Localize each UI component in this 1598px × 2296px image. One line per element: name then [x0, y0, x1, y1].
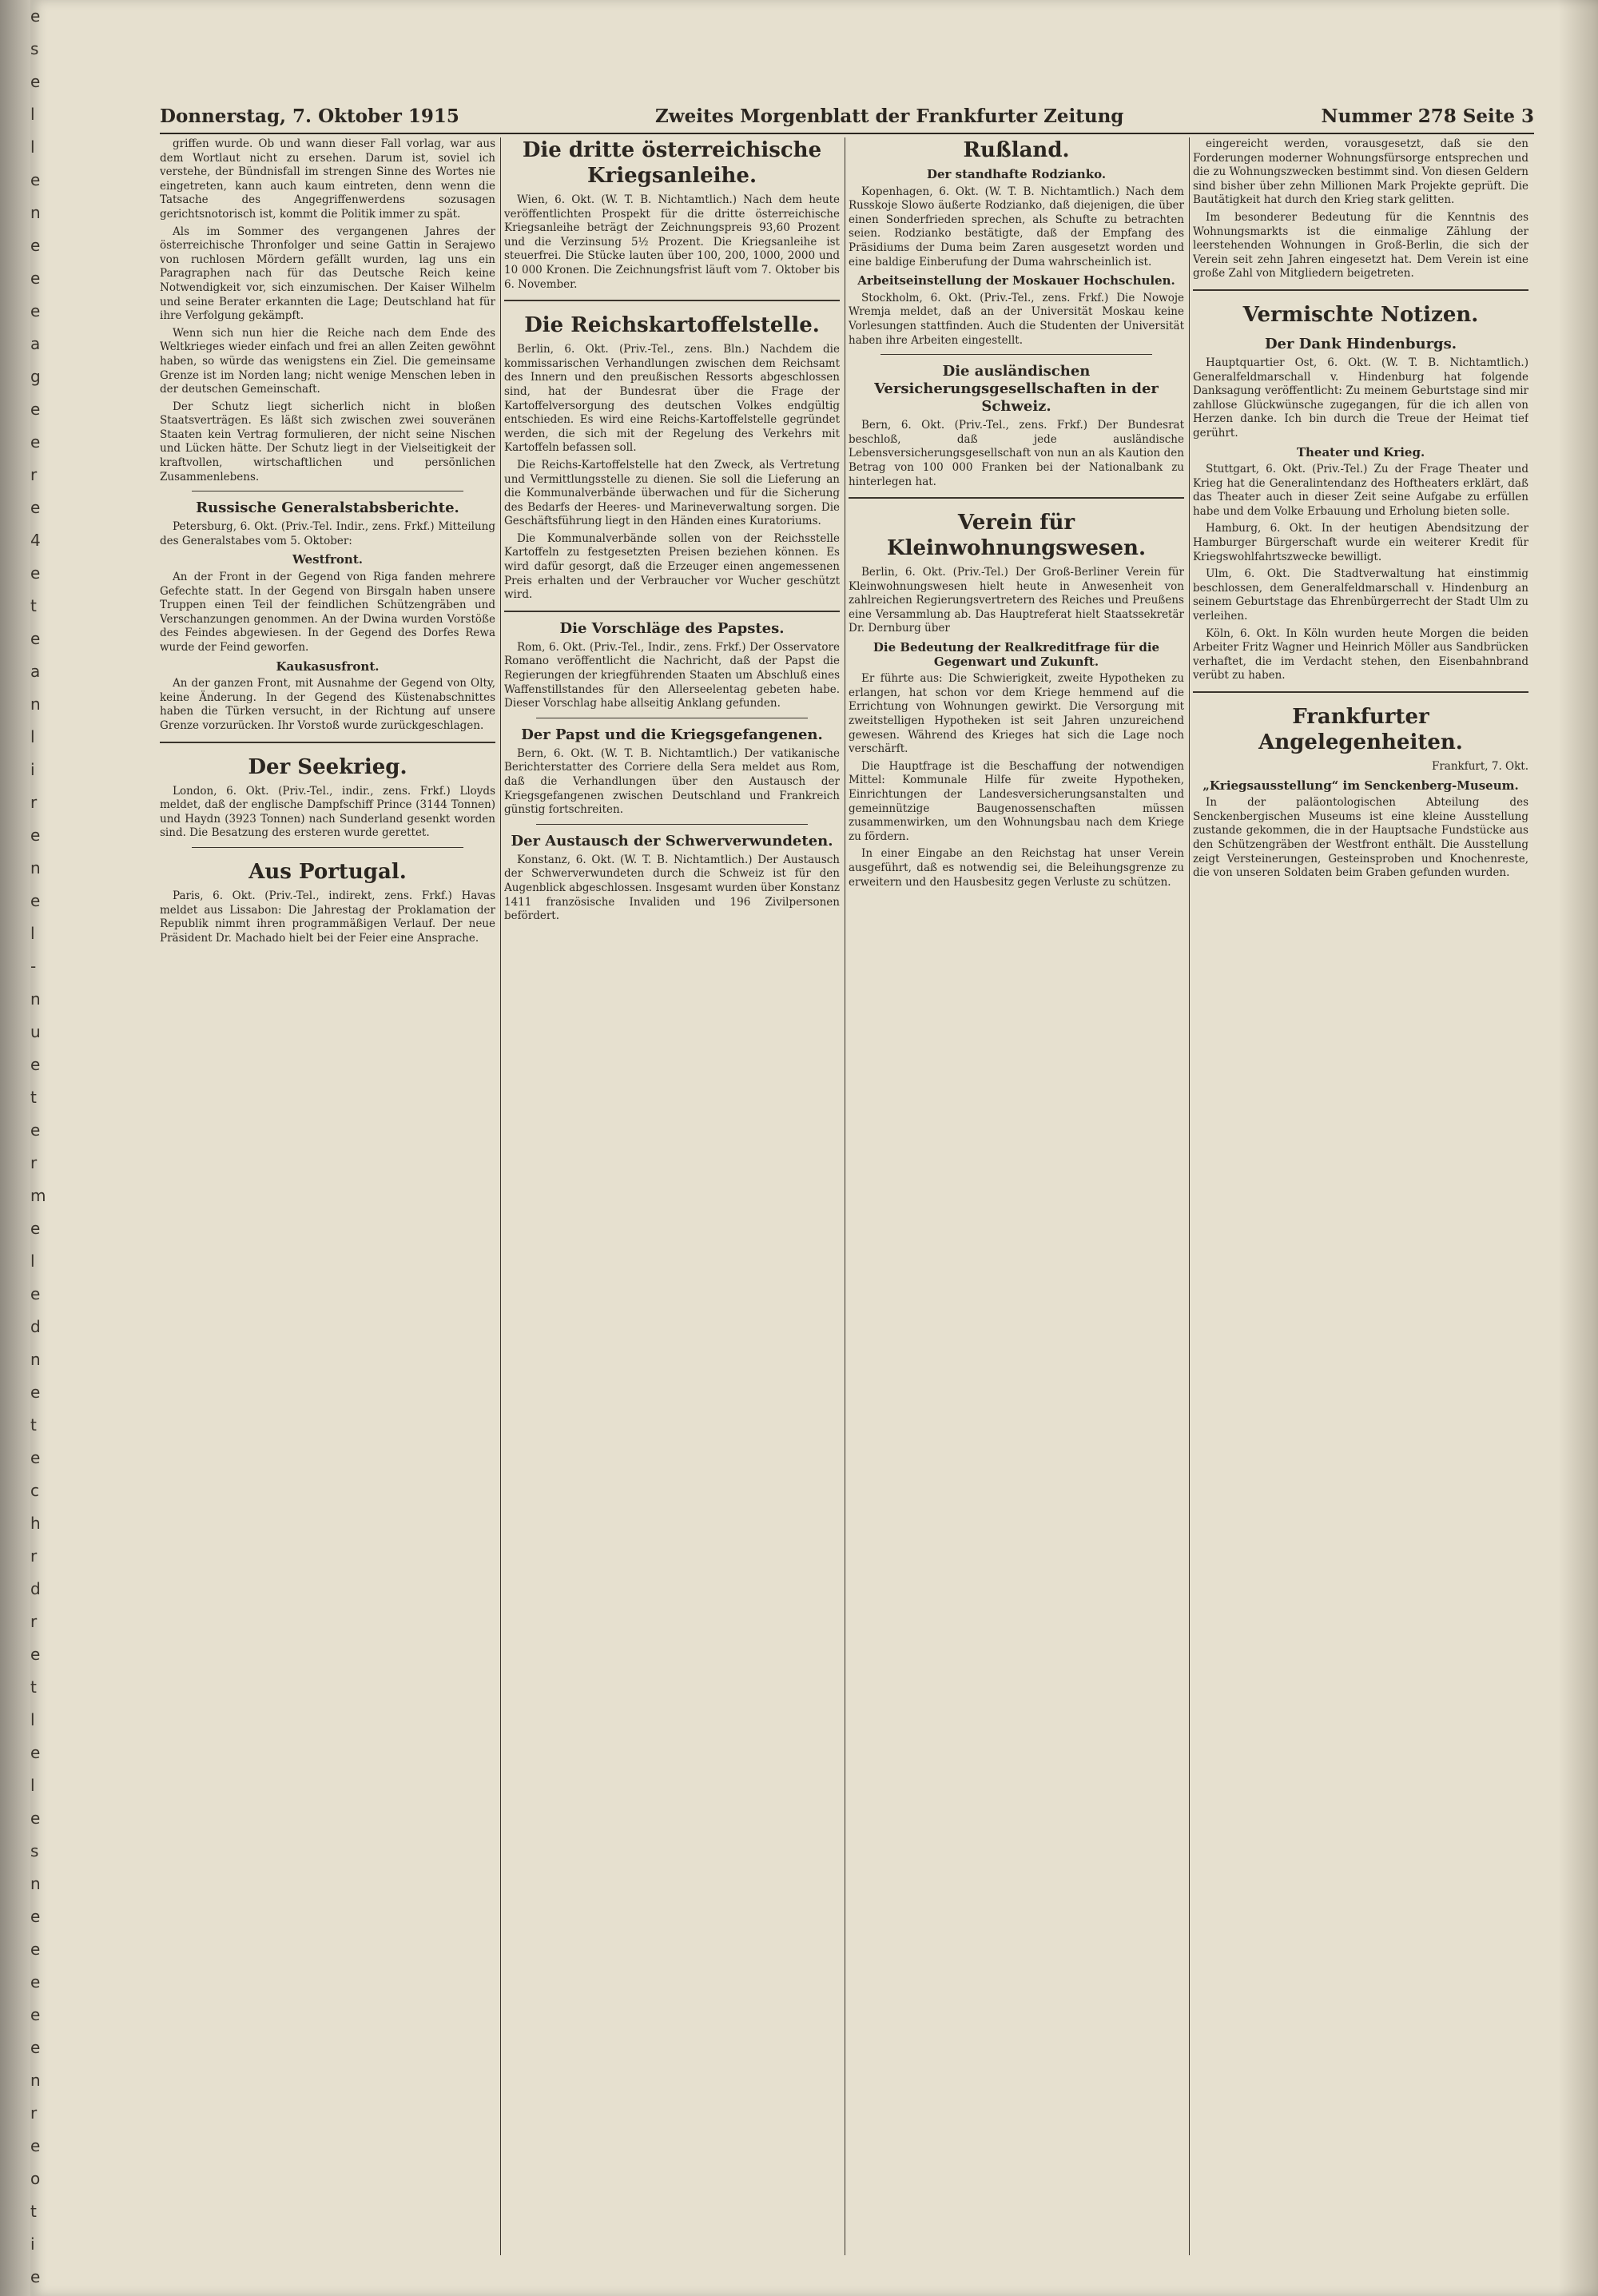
- edge-letter: r: [30, 465, 38, 484]
- edge-letter: e: [30, 1972, 41, 1992]
- edge-letter: e: [30, 1120, 41, 1140]
- subheading-senckenberg: „Kriegsausstellung“ im Senckenberg-Museum.: [1202, 778, 1519, 793]
- edge-letter: r: [30, 1546, 38, 1566]
- headline-frankfurter-angelegenheiten: Frankfurter Angelegenheiten.: [1258, 705, 1463, 754]
- header-date: Donnerstag, 7. Oktober 1915: [160, 105, 459, 127]
- edge-letter: i: [30, 760, 35, 779]
- edge-letter: d: [30, 1317, 41, 1336]
- headline-swiss-insurance: Die ausländischen Versicherungsgesellschaften in der Schweiz.: [874, 363, 1159, 416]
- headline-austrian-war-loan: Die dritte österreichische Kriegsanleihe.: [522, 138, 822, 188]
- edge-letter: e: [30, 2005, 41, 2024]
- headline-kleinwohnungswesen: Verein für Kleinwohnungswesen.: [886, 511, 1146, 561]
- edge-letter: e: [30, 1448, 41, 1467]
- article-text: Die Hauptfrage ist die Beschaffung der notwendigen Mittel: Kommunale Hilfe für zweite Hypotheken, Einrichtungen der Landesversicherungsanstalten und gemeinnützige Baugenossenschaften müssen zusammenwirken, um den Wohnungsbau nach dem Kriege zu fördern.: [849, 759, 1184, 843]
- edge-letter: e: [30, 1645, 41, 1664]
- article-text: Bern, 6. Okt. (Priv.-Tel., zens. Frkf.) Der Bundesrat beschloß, daß jede ausländische Lebensversicherungsgesellschaft von nun an als Kaution den Betrag von 100 000 Franken bei der Nationalbank zu hinterlegen hat.: [849, 419, 1184, 488]
- column-rule: [1189, 137, 1190, 2255]
- divider: [1193, 691, 1528, 693]
- column-3: [849, 137, 1184, 2255]
- edge-letter: n: [30, 858, 41, 877]
- headline-pope-proposals: Die Vorschläge des Papstes.: [559, 619, 785, 637]
- edge-letter: c: [30, 1481, 39, 1500]
- column-2: [504, 137, 840, 2255]
- dateline: Frankfurt, 7. Okt.: [1431, 760, 1528, 773]
- edge-letter: t: [30, 1088, 37, 1107]
- article-text: Stuttgart, 6. Okt. (Priv.-Tel.) Zu der Frage Theater und Krieg hat die Generalintendanz des Hoftheaters erklärt, daß das Theater auch in dieser Zeit seine Aufgabe zu erfüllen habe und dem Volke Erbauung und Erholung bieten solle.: [1193, 463, 1528, 518]
- header-edition: Zweites Morgenblatt der Frankfurter Zeitung: [655, 105, 1124, 127]
- edge-letter: l: [30, 1710, 35, 1729]
- edge-letter: n: [30, 1350, 41, 1369]
- article-text: Stockholm, 6. Okt. (Priv.-Tel., zens. Frkf.) Die Nowoje Wremja meldet, daß an der Universität Moskau keine Vorlesungen stattfinden. Auch die Studenten der Universität haben ihre Arbeiten eingestellt.: [849, 291, 1184, 347]
- article-text: griffen wurde. Ob und wann dieser Fall vorlag, war aus dem Wortlaut nicht zu ersehen. Darum ist, soviel ich verstehe, der Bündnisfall im strengen Sinne des Wortes nie eingetreten, kann auch kaum eintreten, denn wenn die Tatsache des Angegriffenwerdens sozusagen gerichtsnotorisch ist, kommt die Politik immer zu spät.: [160, 137, 495, 221]
- edge-letter: e: [30, 6, 41, 26]
- edge-letter: e: [30, 236, 41, 255]
- subheading-theater: Theater und Krieg.: [1296, 444, 1425, 460]
- divider: [880, 354, 1152, 355]
- subheading-westfront: Westfront.: [292, 552, 363, 567]
- article-text: Die Kommunalverbände sollen von der Reichsstelle Kartoffeln zu festgesetzten Preisen beziehen können. Es wird dafür gesorgt, daß die Erzeuger einen angemessenen Preis erhalten und der Verbraucher vor Wucher geschützt wird.: [504, 531, 840, 602]
- article-text: Berlin, 6. Okt. (Priv.-Tel.) Der Groß-Berliner Verein für Kleinwohnungswesen hielt heute in Anwesenheit von zahlreichen Regierungsvertretern des Reiches und Preußens eine Versammlung ab. Das Hauptreferat hielt Staatssekretär Dr. Dernburg über: [849, 566, 1184, 635]
- edge-letter: e: [30, 1055, 41, 1074]
- edge-letter: o: [30, 2169, 41, 2188]
- headline-portugal: Aus Portugal.: [248, 859, 407, 884]
- article-text: An der ganzen Front, mit Ausnahme der Gegend von Olty, keine Änderung. In der Gegend des Küstenabschnittes haben die Türken versucht, in der Richtung auf unsere Grenze vorzurücken. Ihr Vorstoß wurde zurückgeschlagen.: [160, 677, 495, 732]
- divider: [536, 824, 808, 825]
- edge-letter: d: [30, 1579, 41, 1598]
- edge-letter: e: [30, 400, 41, 419]
- article-text: eingereicht werden, vorausgesetzt, daß sie den Forderungen moderner Wohnungsfürsorge entsprechen und die zu Wohnungszwecken bestimmt sind. Von diesen Geldern sind bisher über zehn Millionen Mark Projekte geprüft. Die Bautätigkeit hat durch den Krieg stark gelitten.: [1193, 137, 1528, 207]
- edge-letter: t: [30, 596, 37, 615]
- divider: [849, 497, 1184, 499]
- article-text: Hauptquartier Ost, 6. Okt. (W. T. B. Nichtamtlich.) Generalfeldmarschall v. Hindenburg hat folgende Danksagung veröffentlicht: Zu meinem Geburtstage sind mir zahllose Glückwünsche zugegangen, für die ich allen von Herzen danke. Ich bin durch die Treue der Heimat tief gerührt.: [1193, 356, 1528, 440]
- edge-letter: r: [30, 793, 38, 812]
- headline-wounded-exchange: Der Austausch der Schwerverwundeten.: [511, 832, 833, 850]
- edge-letter: e: [30, 301, 41, 320]
- article-text: Berlin, 6. Okt. (Priv.-Tel., zens. Bln.) Nachdem die kommissarischen Verhandlungen zwischen dem Reichsamt des Innern und den preußischen Ressorts abgeschlossen sind, hat der Bundesrat über die Frage der Kartoffelversorgung des deutschen Volkes endgültig entschieden. Es wird eine Reichs-Kartoffelstelle gegründet werden, die sich mit der Regelung des Verkehrs mit Kartoffeln befassen soll.: [504, 343, 840, 455]
- edge-letter: n: [30, 2071, 41, 2090]
- edge-letter: t: [30, 2202, 37, 2221]
- page-header: [160, 101, 1534, 134]
- dateline: Petersburg, 6. Okt. (Priv.-Tel. Indir., zens. Frkf.) Mitteilung des Generalstabes vom 5. Oktober:: [160, 520, 495, 547]
- article-text: Rom, 6. Okt. (Priv.-Tel., Indir., zens. Frkf.) Der Osservatore Romano veröffentlicht die Nachricht, daß der Papst die Regierungen der kriegführenden Staaten um Abschluß eines Waffenstillstandes für den Allerseelentag gebeten habe. Dieser Vorschlag habe allseitig Anklang gefunden.: [504, 640, 840, 710]
- column-rule: [500, 137, 501, 2255]
- edge-letter: e: [30, 1383, 41, 1402]
- edge-letter: e: [30, 1743, 41, 1762]
- article-text: Der Schutz liegt sicherlich nicht in bloßen Staatsverträgen. Es läßt sich zwischen zwei souveränen Staaten kein Vertrag formulieren, der nicht seine Nischen und Lücken hätte. Der Schutz liegt in der Vielseitigkeit der kraftvollen, wirtschaftlichen und persönlichen Zusammenlebens.: [160, 400, 495, 483]
- edge-letter: e: [30, 1809, 41, 1828]
- article-text: Köln, 6. Okt. In Köln wurden heute Morgen die beiden Arbeiter Fritz Wagner und Heinrich Möller aus Sandbrücken verhaftet, die im Verdacht stehen, den Eisenbahnbrand verübt zu haben.: [1193, 627, 1528, 682]
- edge-letter: g: [30, 367, 41, 386]
- column-4: [1193, 137, 1528, 2255]
- article-text: Im besonderer Bedeutung für die Kenntnis des Wohnungsmarkts ist die einmalige Zählung der leerstehenden Wohnungen in Groß-Berlin, die sich der Verein seit zehn Jahren eingesetzt hat. Dem Verein ist eine große Zahl von Mitgliedern beigetreten.: [1193, 210, 1528, 281]
- edge-letter: e: [30, 1907, 41, 1926]
- subheading-kaukasus: Kaukasusfront.: [276, 659, 380, 674]
- subheading-rodzianko: Der standhafte Rodzianko.: [926, 167, 1107, 181]
- edge-letter: e: [30, 269, 41, 288]
- edge-letter: n: [30, 203, 41, 222]
- article-text: Hamburg, 6. Okt. In der heutigen Abendsitzung der Hamburger Bürgerschaft wurde ein weiterer Kredit für Kriegswohlfahrtszwecke bewilligt.: [1193, 522, 1528, 563]
- page-shadow: [1558, 0, 1598, 2296]
- article-text: An der Front in der Gegend von Riga fanden mehrere Gefechte statt. In der Gegend von Birsgaln haben unsere Truppen einen Teil der feindlichen Schützengräben und Verschanzungen genommen. An der Dwina wurden Vorstöße des Feindes abgewiesen. In der Gegend des Dorfes Rewa wurde der Feind geworfen.: [160, 571, 495, 654]
- edge-letter: e: [30, 72, 41, 91]
- edge-letter: l: [30, 1251, 35, 1271]
- edge-letter: 4: [30, 531, 41, 550]
- edge-letter: e: [30, 1284, 41, 1303]
- divider: [504, 611, 840, 612]
- adjacent-page-edge: [30, 0, 59, 2296]
- edge-letter: l: [30, 137, 35, 157]
- article-text: Die Reichs-Kartoffelstelle hat den Zweck, als Vertretung und Vermittlungsstelle zu dienen. Sie soll die Lieferung an die Kommunalverbände überwachen und für die Sicherung des Bedarfs der Heeres- und Marineverwaltung sorgen. Die Geschäftsführung liegt in den Händen eines Kuratoriums.: [504, 458, 840, 528]
- headline-reichskartoffelstelle: Die Reichskartoffelstelle.: [524, 313, 820, 338]
- edge-letter: a: [30, 334, 41, 353]
- article-text: Als im Sommer des vergangenen Jahres der österreichische Thronfolger und seine Gattin in Serajewo von ruchlosen Mördern gefällt wurden, lag uns ein Paragraphen nach für das Deutsche Reich keine Notwendigkeit vor, sich einzumischen. Der Kaiser Wilhelm und seine Berater erkannten die Lage; Deutschland hat für ihre Verfolgung gekämpft.: [160, 225, 495, 323]
- article-text: Wenn sich nun hier die Reiche nach dem Ende des Weltkrieges wieder einfach und frei an allen Zeiten gewöhnt haben, so würde das wenigstens ein Ziel. Die gemeinsame Grenze ist im Norden lang; nicht wenige Menschen leben in der deutschen Gemeinschaft.: [160, 326, 495, 396]
- header-issue: Nummer 278 Seite 3: [1321, 105, 1534, 127]
- article-text: London, 6. Okt. (Priv.-Tel., indir., zens. Frkf.) Lloyds meldet, daß der englische Dampfschiff Prince (3144 Tonnen) und Haydn (3923 Tonnen) nach Sunderland gesenkt worden sind. Die Besatzung des ersteren wurde gerettet.: [160, 784, 495, 840]
- edge-letter: s: [30, 1841, 39, 1860]
- edge-letter: u: [30, 1022, 41, 1041]
- headline-vermischte-notizen: Vermischte Notizen.: [1242, 302, 1479, 327]
- edge-letter: m: [30, 1186, 46, 1205]
- divider: [504, 300, 840, 301]
- article-text: Konstanz, 6. Okt. (W. T. B. Nichtamtlich.) Der Austausch der Schwerverwundeten durch die Schweiz ist für den Augenblick abgeschlossen. Insgesamt wurden über Konstanz 1411 französische Invaliden und 196 Zivilpersonen befördert.: [504, 853, 840, 923]
- edge-letter: n: [30, 694, 41, 714]
- article-text: Ulm, 6. Okt. Die Stadtverwaltung hat einstimmig beschlossen, dem Generalfeldmarschall v. Hindenburg an seinem Geburtstage das Ehrenbürgerrecht der Stadt Ulm zu verleihen.: [1193, 567, 1528, 623]
- edge-letter: t: [30, 1677, 37, 1697]
- edge-letter: e: [30, 170, 41, 189]
- divider: [192, 847, 463, 848]
- edge-letter: e: [30, 2267, 41, 2286]
- edge-letter: i: [30, 2234, 35, 2254]
- headline-russland: Rußland.: [963, 138, 1070, 162]
- divider: [1193, 289, 1528, 291]
- edge-letter: l: [30, 727, 35, 746]
- article-text: In der paläontologischen Abteilung des Senckenbergischen Museums ist eine kleine Ausstellung zustande gekommen, die in der Hauptsache Fundstücke aus den Schützengräben der Westfront enthält. Die Ausstellung zeigt Versteinerungen, Gesteinsproben und Knochenreste, die von unseren Soldaten beim Graben gefunden wurden.: [1193, 796, 1528, 880]
- edge-letter: e: [30, 826, 41, 845]
- edge-letter: l: [30, 1776, 35, 1795]
- edge-letter: e: [30, 891, 41, 910]
- article-text: Kopenhagen, 6. Okt. (W. T. B. Nichtamtlich.) Nach dem Russkoje Slowo äußerte Rodzianko, daß diejenigen, die über einen Sonderfrieden sprechen, als Schufte zu betrachten seien. Rodzianko bestätigte, daß der Empfang des Präsidiums der Duma beim Zaren ausgesetzt worden und eine baldige Einberufung der Duma wahrscheinlich ist.: [849, 185, 1184, 269]
- article-text: Wien, 6. Okt. (W. T. B. Nichtamtlich.) Nach dem heute veröffentlichten Prospekt für die dritte österreichische Kriegsanleihe beträgt der Zeichnungspreis 93,60 Prozent und die Verzinsung 5½ Prozent. Die Kriegsanleihe ist steuerfrei. Die Stücke lauten über 100, 200, 1000, 2000 und 10 000 Kronen. Die Zeichnungsfrist läuft vom 7. Oktober bis 6. November.: [504, 193, 840, 291]
- edge-letter: t: [30, 1415, 37, 1435]
- edge-letter: a: [30, 662, 41, 681]
- edge-letter: e: [30, 2038, 41, 2057]
- edge-letter: l: [30, 105, 35, 124]
- edge-letter: l: [30, 924, 35, 943]
- edge-letter: e: [30, 432, 41, 452]
- edge-letter: e: [30, 563, 41, 583]
- article-text: Er führte aus: Die Schwierigkeit, zweite Hypotheken zu erlangen, hat schon vor dem Kriege hemmend auf die Errichtung von Wohnungen gewirkt. Die Versorgung mit zweitstelligen Hypotheken ist seit Jahren unzureichend gewesen. Während des Krieges hat sich die Lage noch verschärft.: [849, 672, 1184, 756]
- edge-letter: e: [30, 498, 41, 517]
- edge-letter: e: [30, 1940, 41, 1959]
- edge-letter: n: [30, 1874, 41, 1893]
- edge-letter: r: [30, 1153, 38, 1172]
- article-text: In einer Eingabe an den Reichstag hat unser Verein ausgeführt, daß es notwendig sei, die Beleihungsgrenze zu erweitern und den Hausbesitz gegen Verluste zu schützen.: [849, 847, 1184, 889]
- article-columns: [160, 137, 1534, 2255]
- edge-letter: n: [30, 989, 41, 1009]
- headline-seekrieg: Der Seekrieg.: [248, 754, 407, 779]
- subheading-moscow-schools: Arbeitseinstellung der Moskauer Hochschulen.: [857, 273, 1175, 288]
- headline-pope-prisoners: Der Papst und die Kriegsgefangenen.: [521, 726, 823, 743]
- subheading-realkredit: Die Bedeutung der Realkreditfrage für die Gegenwart und Zukunft.: [873, 640, 1160, 669]
- edge-letter: r: [30, 1612, 38, 1631]
- edge-letter: r: [30, 2103, 38, 2123]
- edge-letter: s: [30, 39, 39, 58]
- headline-russian-reports: Russische Generalstabsberichte.: [196, 499, 459, 517]
- article-text: Bern, 6. Okt. (W. T. B. Nichtamtlich.) Der vatikanische Berichterstatter des Corriere della Sera meldet aus Rom, daß die Verhandlungen über den Austausch der Kriegsgefangenen zwischen Deutschland und Frankreich günstig fortschreiten.: [504, 746, 840, 817]
- edge-letter: -: [30, 957, 37, 976]
- edge-letter: e: [30, 1219, 41, 1238]
- subheading-hindenburg: Der Dank Hindenburgs.: [1264, 335, 1457, 352]
- book-spine: [0, 0, 30, 2296]
- article-text: Paris, 6. Okt. (Priv.-Tel., indirekt, zens. Frkf.) Havas meldet aus Lissabon: Die Jahrestag der Proklamation der Republik nimmt ihren programmäßigen Verlauf. Der neue Präsident Dr. Machado hielt bei der Feier eine Ansprache.: [160, 889, 495, 945]
- edge-letter: e: [30, 2136, 41, 2155]
- divider: [160, 742, 495, 743]
- column-1: [160, 137, 495, 2255]
- edge-letter: e: [30, 629, 41, 648]
- edge-letter: h: [30, 1514, 41, 1533]
